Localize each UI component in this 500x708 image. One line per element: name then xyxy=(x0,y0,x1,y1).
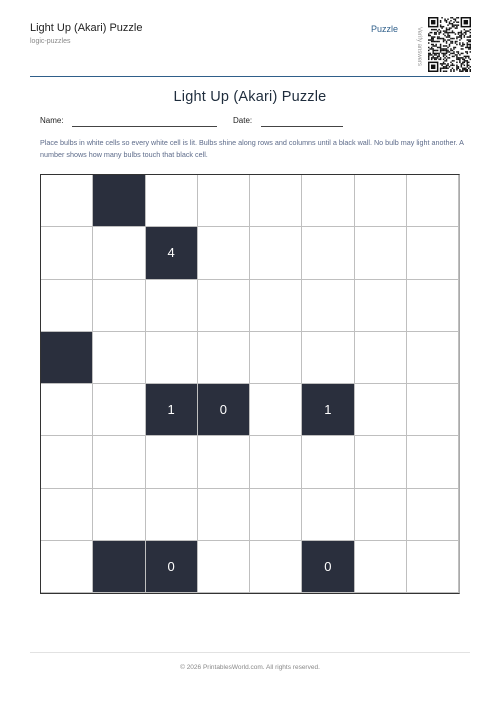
white-cell[interactable] xyxy=(93,332,145,384)
wall-cell xyxy=(93,175,145,227)
puzzle-category-link[interactable]: Puzzle xyxy=(371,24,399,34)
white-cell[interactable] xyxy=(146,332,198,384)
white-cell[interactable] xyxy=(41,227,93,279)
white-cell[interactable] xyxy=(355,436,407,488)
white-cell[interactable] xyxy=(250,541,302,593)
white-cell[interactable] xyxy=(407,175,459,227)
name-field[interactable] xyxy=(72,126,217,127)
puzzle-instructions: Place bulbs in white cells so every white cell is lit. Bulbs shine along rows and columns until a black wall. No bulb may light another. A number shows how many bulbs touch that black cell. xyxy=(40,138,464,159)
page-title: Light Up (Akari) Puzzle xyxy=(173,89,327,105)
name-label: Name: xyxy=(40,116,64,125)
white-cell[interactable] xyxy=(146,280,198,332)
wall-cell xyxy=(93,541,145,593)
site-header-title: Light Up (Akari) Puzzle xyxy=(30,22,143,34)
white-cell[interactable] xyxy=(302,280,354,332)
white-cell[interactable] xyxy=(41,541,93,593)
date-field[interactable] xyxy=(261,126,343,127)
white-cell[interactable] xyxy=(198,489,250,541)
wall-cell: 4 xyxy=(146,227,198,279)
copyright-footer: © 2026 PrintablesWorld.com. All rights reserved. xyxy=(180,664,320,671)
white-cell[interactable] xyxy=(302,436,354,488)
white-cell[interactable] xyxy=(93,436,145,488)
white-cell[interactable] xyxy=(250,227,302,279)
white-cell[interactable] xyxy=(41,489,93,541)
white-cell[interactable] xyxy=(407,332,459,384)
white-cell[interactable] xyxy=(41,436,93,488)
header-divider xyxy=(30,76,470,77)
verify-answers-label: Verify answers xyxy=(416,27,422,67)
wall-cell: 0 xyxy=(146,541,198,593)
white-cell[interactable] xyxy=(250,332,302,384)
footer-divider xyxy=(30,652,470,653)
white-cell[interactable] xyxy=(198,541,250,593)
white-cell[interactable] xyxy=(355,280,407,332)
wall-cell: 0 xyxy=(198,384,250,436)
white-cell[interactable] xyxy=(198,280,250,332)
white-cell[interactable] xyxy=(355,175,407,227)
white-cell[interactable] xyxy=(93,384,145,436)
white-cell[interactable] xyxy=(407,280,459,332)
white-cell[interactable] xyxy=(355,227,407,279)
white-cell[interactable] xyxy=(407,436,459,488)
white-cell[interactable] xyxy=(146,436,198,488)
white-cell[interactable] xyxy=(198,436,250,488)
wall-cell xyxy=(41,332,93,384)
white-cell[interactable] xyxy=(302,227,354,279)
white-cell[interactable] xyxy=(355,541,407,593)
white-cell[interactable] xyxy=(355,489,407,541)
white-cell[interactable] xyxy=(250,436,302,488)
white-cell[interactable] xyxy=(302,332,354,384)
white-cell[interactable] xyxy=(302,175,354,227)
site-header-subtitle: logic-puzzles xyxy=(30,38,71,45)
white-cell[interactable] xyxy=(93,489,145,541)
white-cell[interactable] xyxy=(407,541,459,593)
white-cell[interactable] xyxy=(302,489,354,541)
wall-cell: 1 xyxy=(302,384,354,436)
white-cell[interactable] xyxy=(41,384,93,436)
white-cell[interactable] xyxy=(198,175,250,227)
white-cell[interactable] xyxy=(93,227,145,279)
white-cell[interactable] xyxy=(41,280,93,332)
white-cell[interactable] xyxy=(407,227,459,279)
white-cell[interactable] xyxy=(198,227,250,279)
wall-cell: 0 xyxy=(302,541,354,593)
white-cell[interactable] xyxy=(407,384,459,436)
white-cell[interactable] xyxy=(146,175,198,227)
puzzle-grid xyxy=(40,174,460,594)
white-cell[interactable] xyxy=(250,384,302,436)
wall-cell: 1 xyxy=(146,384,198,436)
white-cell[interactable] xyxy=(93,280,145,332)
white-cell[interactable] xyxy=(407,489,459,541)
white-cell[interactable] xyxy=(355,384,407,436)
white-cell[interactable] xyxy=(250,489,302,541)
white-cell[interactable] xyxy=(250,280,302,332)
white-cell[interactable] xyxy=(146,489,198,541)
white-cell[interactable] xyxy=(198,332,250,384)
white-cell[interactable] xyxy=(355,332,407,384)
white-cell[interactable] xyxy=(41,175,93,227)
qr-code-icon[interactable] xyxy=(428,17,471,72)
date-label: Date: xyxy=(233,116,253,125)
white-cell[interactable] xyxy=(250,175,302,227)
